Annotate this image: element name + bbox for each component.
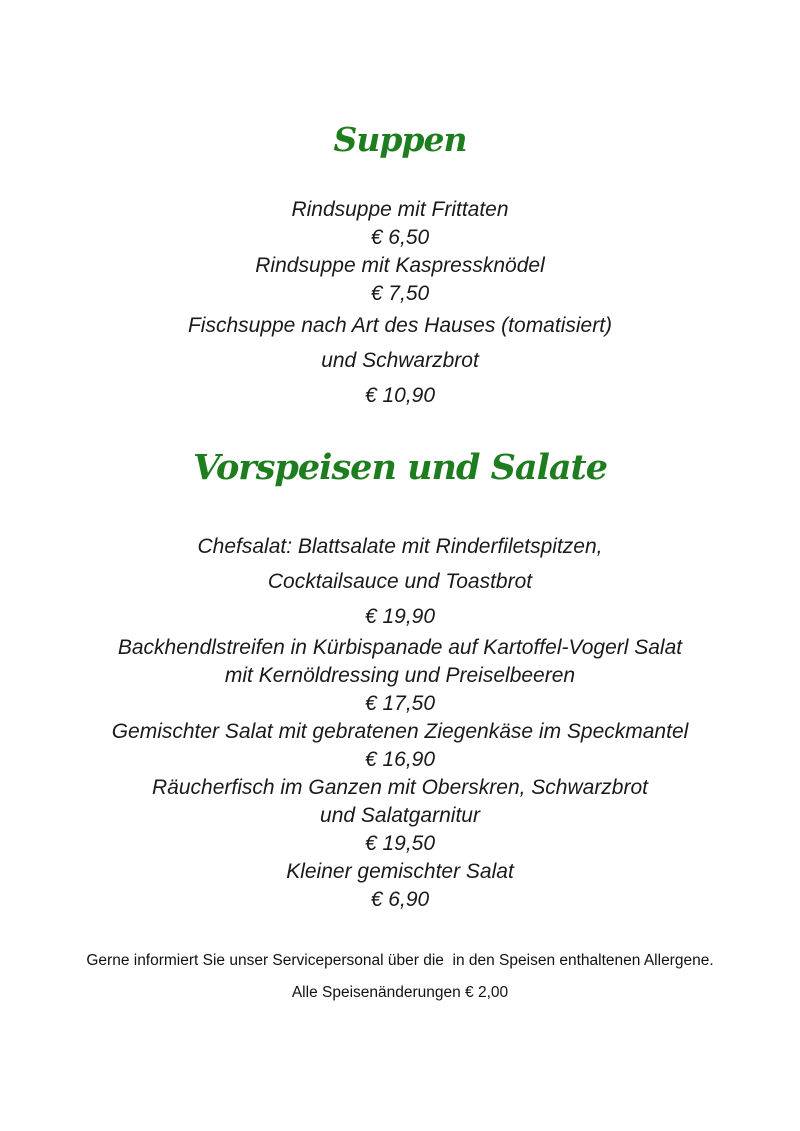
- footer-notices: [0, 951, 800, 1003]
- starters-items-group: [0, 634, 800, 914]
- menu-item-price: € 10,90: [364, 383, 436, 407]
- menu-item-name-continued: mit Kernöldressing und Preiselbeeren: [224, 663, 576, 687]
- menu-item-price: € 6,50: [370, 225, 430, 249]
- menu-item-price: € 19,90: [364, 604, 436, 628]
- menu-item-name: Chefsalat: Blattsalate mit Rinderfiletspitzen,: [197, 534, 603, 558]
- menu-item-name-continued: Cocktailsauce und Toastbrot: [267, 569, 533, 593]
- menu-item-name: Backhendlstreifen in Kürbispanade auf Kartoffel-Vogerl Salat: [117, 635, 683, 659]
- allergy-notice: Gerne informiert Sie unser Servicepersonal über die in den Speisen enthaltenen Allergene.: [86, 952, 714, 969]
- menu-item-name: Fischsuppe nach Art des Hauses (tomatisiert): [187, 313, 613, 337]
- menu-item-price: € 17,50: [364, 691, 436, 715]
- menu-item-name: Räucherfisch im Ganzen mit Oberskren, Schwarzbrot: [151, 775, 648, 799]
- menu-item-price: € 7,50: [370, 281, 430, 305]
- menu-item-price: € 6,90: [370, 887, 430, 911]
- menu-item-name-continued: und Schwarzbrot: [321, 348, 479, 372]
- menu-item-name: Rindsuppe mit Frittaten: [291, 197, 509, 221]
- menu-item-price: € 16,90: [364, 747, 436, 771]
- change-fee-notice: Alle Speisenänderungen € 2,00: [291, 984, 509, 1001]
- section-title-vorspeisen-und-salate: Vorspeisen und Salate: [193, 446, 607, 488]
- chefsalat-group: [0, 529, 800, 634]
- fish-soup-group: [0, 308, 800, 413]
- menu-item-price: € 19,50: [364, 831, 436, 855]
- menu-item-name: Rindsuppe mit Kaspressknödel: [255, 253, 545, 277]
- menu-item-name-continued: und Salatgarnitur: [320, 803, 480, 827]
- section-title-suppen: Suppen: [333, 120, 467, 159]
- soup-items-group: [0, 196, 800, 308]
- menu-item-name: Kleiner gemischter Salat: [286, 859, 514, 883]
- menu-item-name: Gemischter Salat mit gebratenen Ziegenkäse im Speckmantel: [111, 719, 689, 743]
